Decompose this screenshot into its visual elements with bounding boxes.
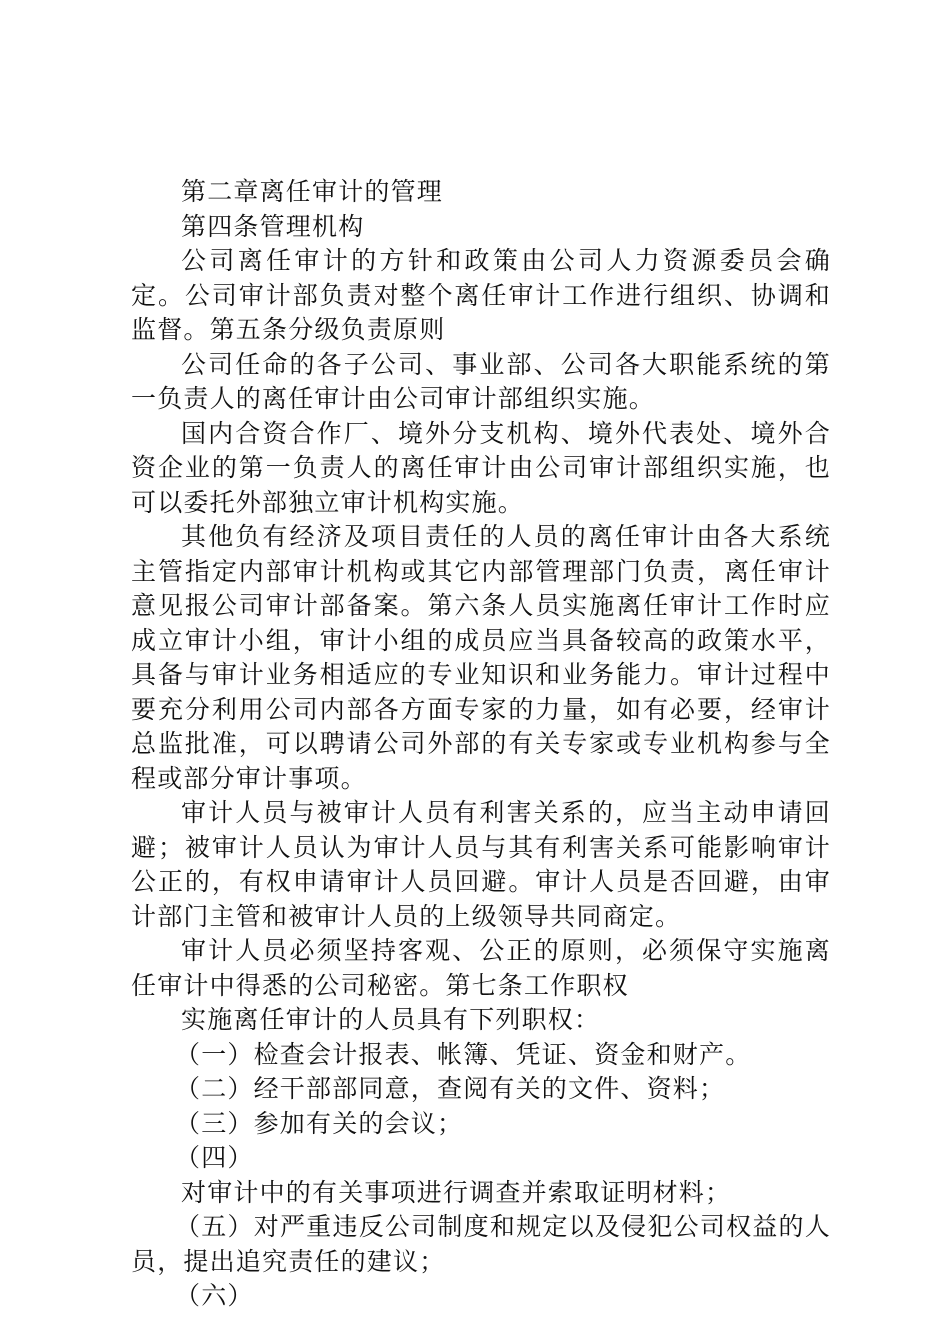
body-paragraph: 国内合资合作厂、境外分支机构、境外代表处、境外合资企业的第一负责人的离任审计由公司审计部组织实施，也可以委托外部独立审计机构实施。 <box>131 418 831 517</box>
list-item: （五）对严重违反公司制度和规定以及侵犯公司权益的人员，提出追究责任的建议； <box>131 1212 831 1276</box>
list-item: （四） <box>175 1143 254 1172</box>
list-item: （二）经干部部同意，查阅有关的文件、资料； <box>175 1074 726 1103</box>
list-item: （一）检查会计报表、帐簿、凭证、资金和财产。 <box>175 1039 752 1069</box>
body-paragraph: 审计人员必须坚持客观、公正的原则，必须保守实施离任审计中得悉的公司秘密。第七条工作职权 <box>131 936 831 1000</box>
body-paragraph: 对审计中的有关事项进行调查并索取证明材料； <box>181 1177 732 1207</box>
article-heading: 第四条管理机构 <box>181 211 365 241</box>
body-paragraph: 其他负有经济及项目责任的人员的离任审计由各大系统主管指定内部审计机构或其它内部管理部门负责，离任审计意见报公司审计部备案。第六条人员实施离任审计工作时应成立审计小组，审计小组的成员应当具备较高的政策水平，具备与审计业务相适应的专业知识和业务能力。审计过程中要充分利用公司内部各方面专家的力量，如有必要，经审计总监批准，可以聘请公司外部的有关专家或专业机构参与全程或部分审计事项。 <box>131 522 831 793</box>
document-body <box>131 175 831 1314</box>
chapter-heading: 第二章离任审计的管理 <box>181 177 444 206</box>
list-item: （三）参加有关的会议； <box>175 1108 464 1138</box>
body-paragraph: 审计人员与被审计人员有利害关系的，应当主动申请回避；被审计人员认为审计人员与其有利害关系可能影响审计公正的，有权申请审计人员回避。审计人员是否回避，由审计部门主管和被审计人员的上级领导共同商定。 <box>131 798 831 931</box>
body-paragraph: 实施离任审计的人员具有下列职权： <box>181 1005 601 1034</box>
body-paragraph: 公司离任审计的方针和政策由公司人力资源委员会确定。公司审计部负责对整个离任审计工作进行组织、协调和监督。第五条分级负责原则 <box>131 246 831 344</box>
list-item: （六） <box>175 1281 254 1310</box>
body-paragraph: 公司任命的各子公司、事业部、公司各大职能系统的第一负责人的离任审计由公司审计部组织实施。 <box>131 349 831 413</box>
